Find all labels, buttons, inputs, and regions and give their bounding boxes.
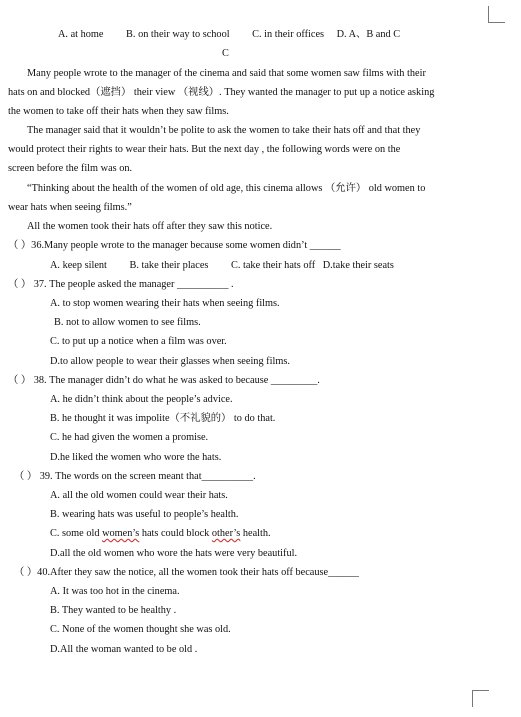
section-label: C xyxy=(222,48,229,59)
option-c-text: hats could block xyxy=(139,528,212,539)
spelling-underline: other’s xyxy=(211,528,241,539)
crop-mark-bottom-left xyxy=(472,690,489,707)
option-b: B. take their places xyxy=(129,260,209,271)
question-39-option-a: A. all the old women could wear their hats. xyxy=(50,490,228,501)
passage-line: the women to take off their hats when they saw films. xyxy=(8,106,229,117)
question-40-option-d: D.All the woman wanted to be old . xyxy=(50,644,198,655)
option-b: B. on their way to school xyxy=(126,29,230,40)
question-36-stem: （ ）36.Many people wrote to the manager because some women didn’t ______ xyxy=(8,240,341,251)
passage-line: would protect their rights to wear their hats. But the next day , the following words were on the xyxy=(8,144,401,155)
question-40-stem: （ ）40.After they saw the notice, all the women took their hats off because______ xyxy=(14,567,359,578)
question-38-stem: （ ） 38. The manager didn’t do what he was asked to because _________. xyxy=(8,375,320,386)
passage-line: hats on and blocked（遮挡） their view （视线）. They wanted the manager to put up a notice asking xyxy=(8,87,435,98)
question-37-option-c: C. to put up a notice when a film was over. xyxy=(50,336,227,347)
question-37-option-a: A. to stop women wearing their hats when seeing films. xyxy=(50,298,280,309)
question-40-option-b: B. They wanted to be healthy . xyxy=(50,605,177,616)
question-37-stem: （ ） 37. The people asked the manager __________ . xyxy=(8,279,234,290)
option-c: C. take their hats off xyxy=(230,260,316,271)
question-39-option-c xyxy=(50,527,271,540)
crop-mark-top-right xyxy=(488,6,505,23)
option-a: A. at home xyxy=(58,29,104,40)
passage-line: screen before the film was on. xyxy=(8,163,133,174)
option-d: D.take their seats xyxy=(322,260,394,271)
question-40-option-a: A. It was too hot in the cinema. xyxy=(50,586,180,597)
passage-line: The manager said that it wouldn’t be polite to ask the women to take their hats off and that they xyxy=(27,125,421,136)
question-38-option-d: D.he liked the women who wore the hats. xyxy=(50,452,222,463)
option-c-text: health. xyxy=(240,528,271,539)
option-c-text: C. some old xyxy=(50,528,103,539)
question-39-stem: （ ） 39. The words on the screen meant that__________. xyxy=(14,471,256,482)
option-c: C. in their offices xyxy=(252,29,325,40)
passage-line: All the women took their hats off after they saw this notice. xyxy=(27,221,273,232)
prev-question-options xyxy=(58,28,400,41)
question-38-option-b: B. he thought it was impolite（不礼貌的） to do that. xyxy=(50,413,276,424)
question-40-option-c: C. None of the women thought she was old. xyxy=(50,624,231,635)
option-d: D. A、B and C xyxy=(336,29,401,40)
passage-line: wear hats when seeing films.” xyxy=(8,202,132,213)
question-39-option-d: D.all the old women who wore the hats were very beautiful. xyxy=(50,548,298,559)
option-a: A. keep silent xyxy=(50,260,107,271)
question-38-option-c: C. he had given the women a promise. xyxy=(50,432,209,443)
question-39-option-b: B. wearing hats was useful to people’s health. xyxy=(50,509,239,520)
spelling-underline: women’s xyxy=(102,528,140,539)
passage-line: “Thinking about the health of the women of old age, this cinema allows （允许） old women to xyxy=(27,183,426,194)
question-36-options xyxy=(50,259,394,272)
question-38-option-a: A. he didn’t think about the people’s advice. xyxy=(50,394,233,405)
question-37-option-b: B. not to allow women to see films. xyxy=(54,317,201,328)
passage-line: Many people wrote to the manager of the cinema and said that some women saw films with their xyxy=(27,68,426,79)
question-37-option-d: D.to allow people to wear their glasses when seeing films. xyxy=(50,356,290,367)
